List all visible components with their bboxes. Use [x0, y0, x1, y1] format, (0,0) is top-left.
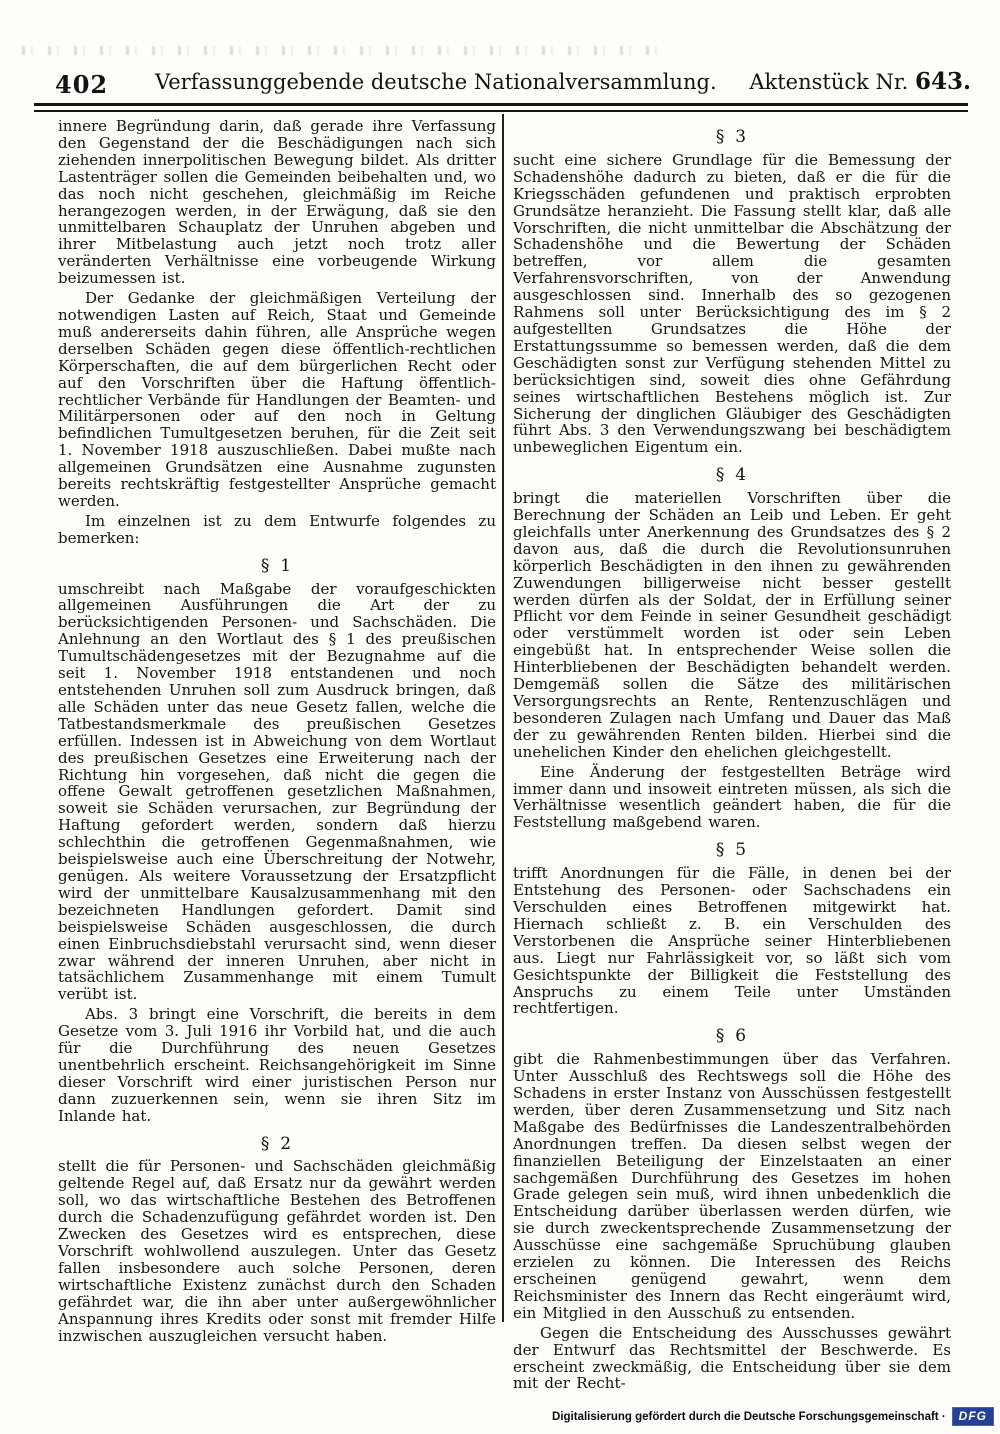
section-heading: § 3 [715, 127, 749, 147]
document-number: 643. [915, 68, 972, 95]
section-heading: § 2 [260, 1133, 294, 1154]
paragraph: sucht eine sichere Grundlage für die Bemessung der Schadenshöhe dadurch zu bieten, daß er die für die Kriegsschäden gefundenen und praktisch erprobten Grundsätze heranzieht. Die Fassung stellt klar, daß alle Vorschriften, die nicht unmittelbar die Abschätzung der Schadenshöhe und die Bewertung der Schäden betreffen, vor allem die gesamten Verfahrensvorschriften, von der Anwendung ausgeschlossen sind. Innerhalb des so gezogenen Rahmens soll unter Berücksichtigung des im § 2 aufgestellten Grundsatzes die Höhe der Erstattungssumme so bemessen werden, daß die dem Geschädigten sonst zur Verfügung stehenden Mittel zu berücksichtigen sind, soweit dies ohne Gefährdung seines wirtschaftlichen Bestehens möglich ist. Zur Sicherung der dinglichen Gläubiger des Geschädigten führt Abs. 3 den Verwendungszwang bei beschädigtem unbeweglichen Eigentum ein. [513, 150, 951, 457]
right-column [513, 118, 951, 1398]
paragraph: Eine Änderung der festgestellten Beträge wird immer dann und insoweit eintreten müssen, als sich die Verhältnisse wesentlich geändert haben, die für die Feststellung maßgebend waren. [513, 762, 951, 832]
dfg-logo: DFG [952, 1407, 994, 1426]
document-reference: Aktenstück Nr. 643. [749, 68, 972, 95]
left-column [58, 118, 496, 1398]
section-heading: § 1 [260, 555, 294, 576]
section-heading: § 6 [715, 1026, 749, 1047]
page-number: 402 [55, 70, 109, 99]
paragraph: gibt die Rahmenbestimmungen über das Verfahren. Unter Ausschluß des Rechtswegs soll die Höhe des Schadens in erster Instanz von Ausschüssen festgestellt werden, über deren Zusammensetzung und Sitz nach Maßgabe des Bedürfnisses die Landeszentralbehörden Anordnungen treffen. Da diesen selbst wegen der finanziellen Beteiligung der Einzelstaaten an einer sachgemäßen Durchführung des Gesetzes im hohen Grade gelegen sein muß, wird ihnen unbedenklich die Entscheidung darüber überlassen werden dürfen, wie sie durch zweckentsprechende Zusammensetzung der Ausschüsse eine sachgemäße Spruchübung glauben erzielen zu können. Die Interessen des Reichs erscheinen genügend gewahrt, wenn dem Reichsminister des Innern das Recht eingeräumt wird, ein Mitglied in den Ausschuß zu entsenden. [513, 1050, 951, 1322]
section-heading: § 4 [715, 465, 749, 486]
paragraph: Abs. 3 bringt eine Vorschrift, die bereits in dem Gesetze vom 3. Juli 1916 ihr Vorbild hat, und die auch für die Durchführung des neuen Gesetzes unentbehrlich erscheint. Reichsangehörigkeit im Sinne dieser Vorschrift wird einer juristischen Person nur dann zuzuerkennen sein, wenn sie ihren Sitz im Inlande hat. [58, 1005, 496, 1125]
page-header [35, 66, 972, 102]
section-heading: § 5 [715, 840, 749, 861]
header-double-rule [34, 103, 968, 112]
paragraph: umschreibt nach Maßgabe der voraufgeschickten allgemeinen Ausführungen die Art der zu berücksichtigenden Personen- und Sachschäden. Die Anlehnung an den Wortlaut des § 1 des preußischen Tumultschädengesetzes mit der Bezugnahme auf die seit 1. November 1918 entstandenen und noch entstehenden Unruhen soll zum Ausdruck bringen, daß alle Schäden unter das neue Gesetz fallen, welche die Tatbestandsmerkmale des preußischen Gesetzes erfüllen. Indessen ist in Abweichung von dem Wortlaut des preußischen Gesetzes eine Erweiterung nach der Richtung hin vorgesehen, daß nicht die gegen die offene Gewalt getroffenen gesetzlichen Maßnahmen, soweit sie Schäden verursachen, zur Begründung der Haftung gefordert werden, sondern daß hierzu schlechthin die getroffenen Gegenmaßnahmen, wie beispielsweise auch eine Überschreitung der Notwehr, genügen. Als weitere Voraussetzung der Ersatzpflicht wird der unmittelbare Kausalzusammenhang mit den bezeichneten Handlungen gefordert. Damit sind beispielsweise Schäden ausgeschlossen, die durch einen Einbruchsdiebstahl verursacht sind, wenn dieser zwar während der inneren Unruhen, aber nicht in tatsächlichem Zusammenhange mit einem Tumult verübt ist. [58, 579, 496, 1004]
scan-smudge [22, 46, 662, 55]
paragraph: innere Begründung darin, daß gerade ihre Verfassung den Gegenstand der die Beschädigungen nach sich ziehenden innerpolitischen Bewegung bildet. Als dritter Lastenträger sollen die Gemeinden beibehalten und, wo das noch nicht geschehen, gleichmäßig im Reiche herangezogen werden, in der Erwägung, daß sie den unmittelbaren Schauplatz der Unruhen abgeben und ihrer Mitbelastung auch jetzt noch trotz aller veränderten Verhältnisse eine vorbeugende Wirkung beizumessen ist. [58, 118, 496, 288]
paragraph: stellt die für Personen- und Sachschäden gleichmäßig geltende Regel auf, daß Ersatz nur da gewährt werden soll, wo das wirtschaftliche Bestehen des Betroffenen durch die Schadenzufügung gefährdet worden ist. Den Zwecken des Gesetzes wird es entsprechen, diese Vorschrift wohlwollend auszulegen. Unter das Gesetz fallen insbesondere auch solche Personen, deren wirtschaftliche Existenz zunächst durch den Schaden gefährdet war, die ihn aber unter außergewöhnlicher Anspannung ihres Kredits oder sonst mit fremder Hilfe inzwischen auszugleichen versucht haben. [58, 1157, 496, 1345]
digitization-footer [552, 1407, 994, 1426]
paragraph: Gegen die Entscheidung des Ausschusses gewährt der Entwurf das Rechtsmittel der Beschwerde. Es erscheint zweckmäßig, die Entscheidung über sie dem mit der Recht- [513, 1323, 951, 1393]
header-title [155, 68, 972, 95]
assembly-title: Verfassunggebende deutsche Nationalversammlung. [155, 70, 717, 94]
paragraph: Der Gedanke der gleichmäßigen Verteilung der notwendigen Lasten auf Reich, Staat und Gemeinde muß andererseits dahin führen, alle Ansprüche wegen derselben Schäden gegen diese öffentlich-rechtlichen Körperschaften, die auf dem bürgerlichen Recht oder auf den Vorschriften über die Haftung öffentlich-rechtlicher Verbände für Handlungen der Beamten- und Militärpersonen oder auf den noch in Geltung befindlichen Tumultgesetzen beruhen, für die Zeit seit 1. November 1918 auszuschließen. Dabei mußte nach allgemeinen Grundsätzen eine Ausnahme zugunsten bereits rechtskräftig festgestellter Ansprüche gemacht werden. [58, 289, 496, 510]
digitization-credit: Digitalisierung gefördert durch die Deutsche Forschungsgemeinschaft · [552, 1410, 946, 1423]
column-divider [502, 114, 504, 1322]
paragraph: bringt die materiellen Vorschriften über die Berechnung der Schäden an Leib und Leben. Er geht gleichfalls unter Anerkennung des Grundsatzes des § 2 davon aus, daß die durch die Revolutionsunruhen körperlich Beschädigten in den ihnen zu gewährenden Zuwendungen billigerweise nicht besser gestellt werden dürfen als der Soldat, der in Erfüllung seiner Pflicht vor dem Feinde in seiner Gesundheit geschädigt oder verstümmelt worden ist oder sein Leben eingebüßt hat. In entsprechender Weise sollen die Hinterbliebenen der Beschädigten behandelt werden. Demgemäß sollen die Sätze des militärischen Versorgungsrechts an Rente, Rentenzuschlägen und besonderen Zulagen nach Umfang und Dauer das Maß der zu gewährenden Renten bilden. Hierbei sind die unehelichen Kinder den ehelichen gleichgestellt. [513, 489, 951, 761]
paragraph: Im einzelnen ist zu dem Entwurfe folgendes zu bemerken: [58, 511, 496, 547]
paragraph: trifft Anordnungen für die Fälle, in denen bei der Entstehung des Personen- oder Sachschadens ein Verschulden eines Betroffenen mitgewirkt hat. Hiernach schließt z. B. ein Verschulden des Verstorbenen die Ansprüche seiner Hinterbliebenen aus. Liegt nur Fahrlässigkeit vor, so läßt sich vom Gesichtspunkte der Billigkeit die Feststellung des Anspruchs zu einem Teile unter Umständen rechtfertigen. [513, 864, 951, 1018]
